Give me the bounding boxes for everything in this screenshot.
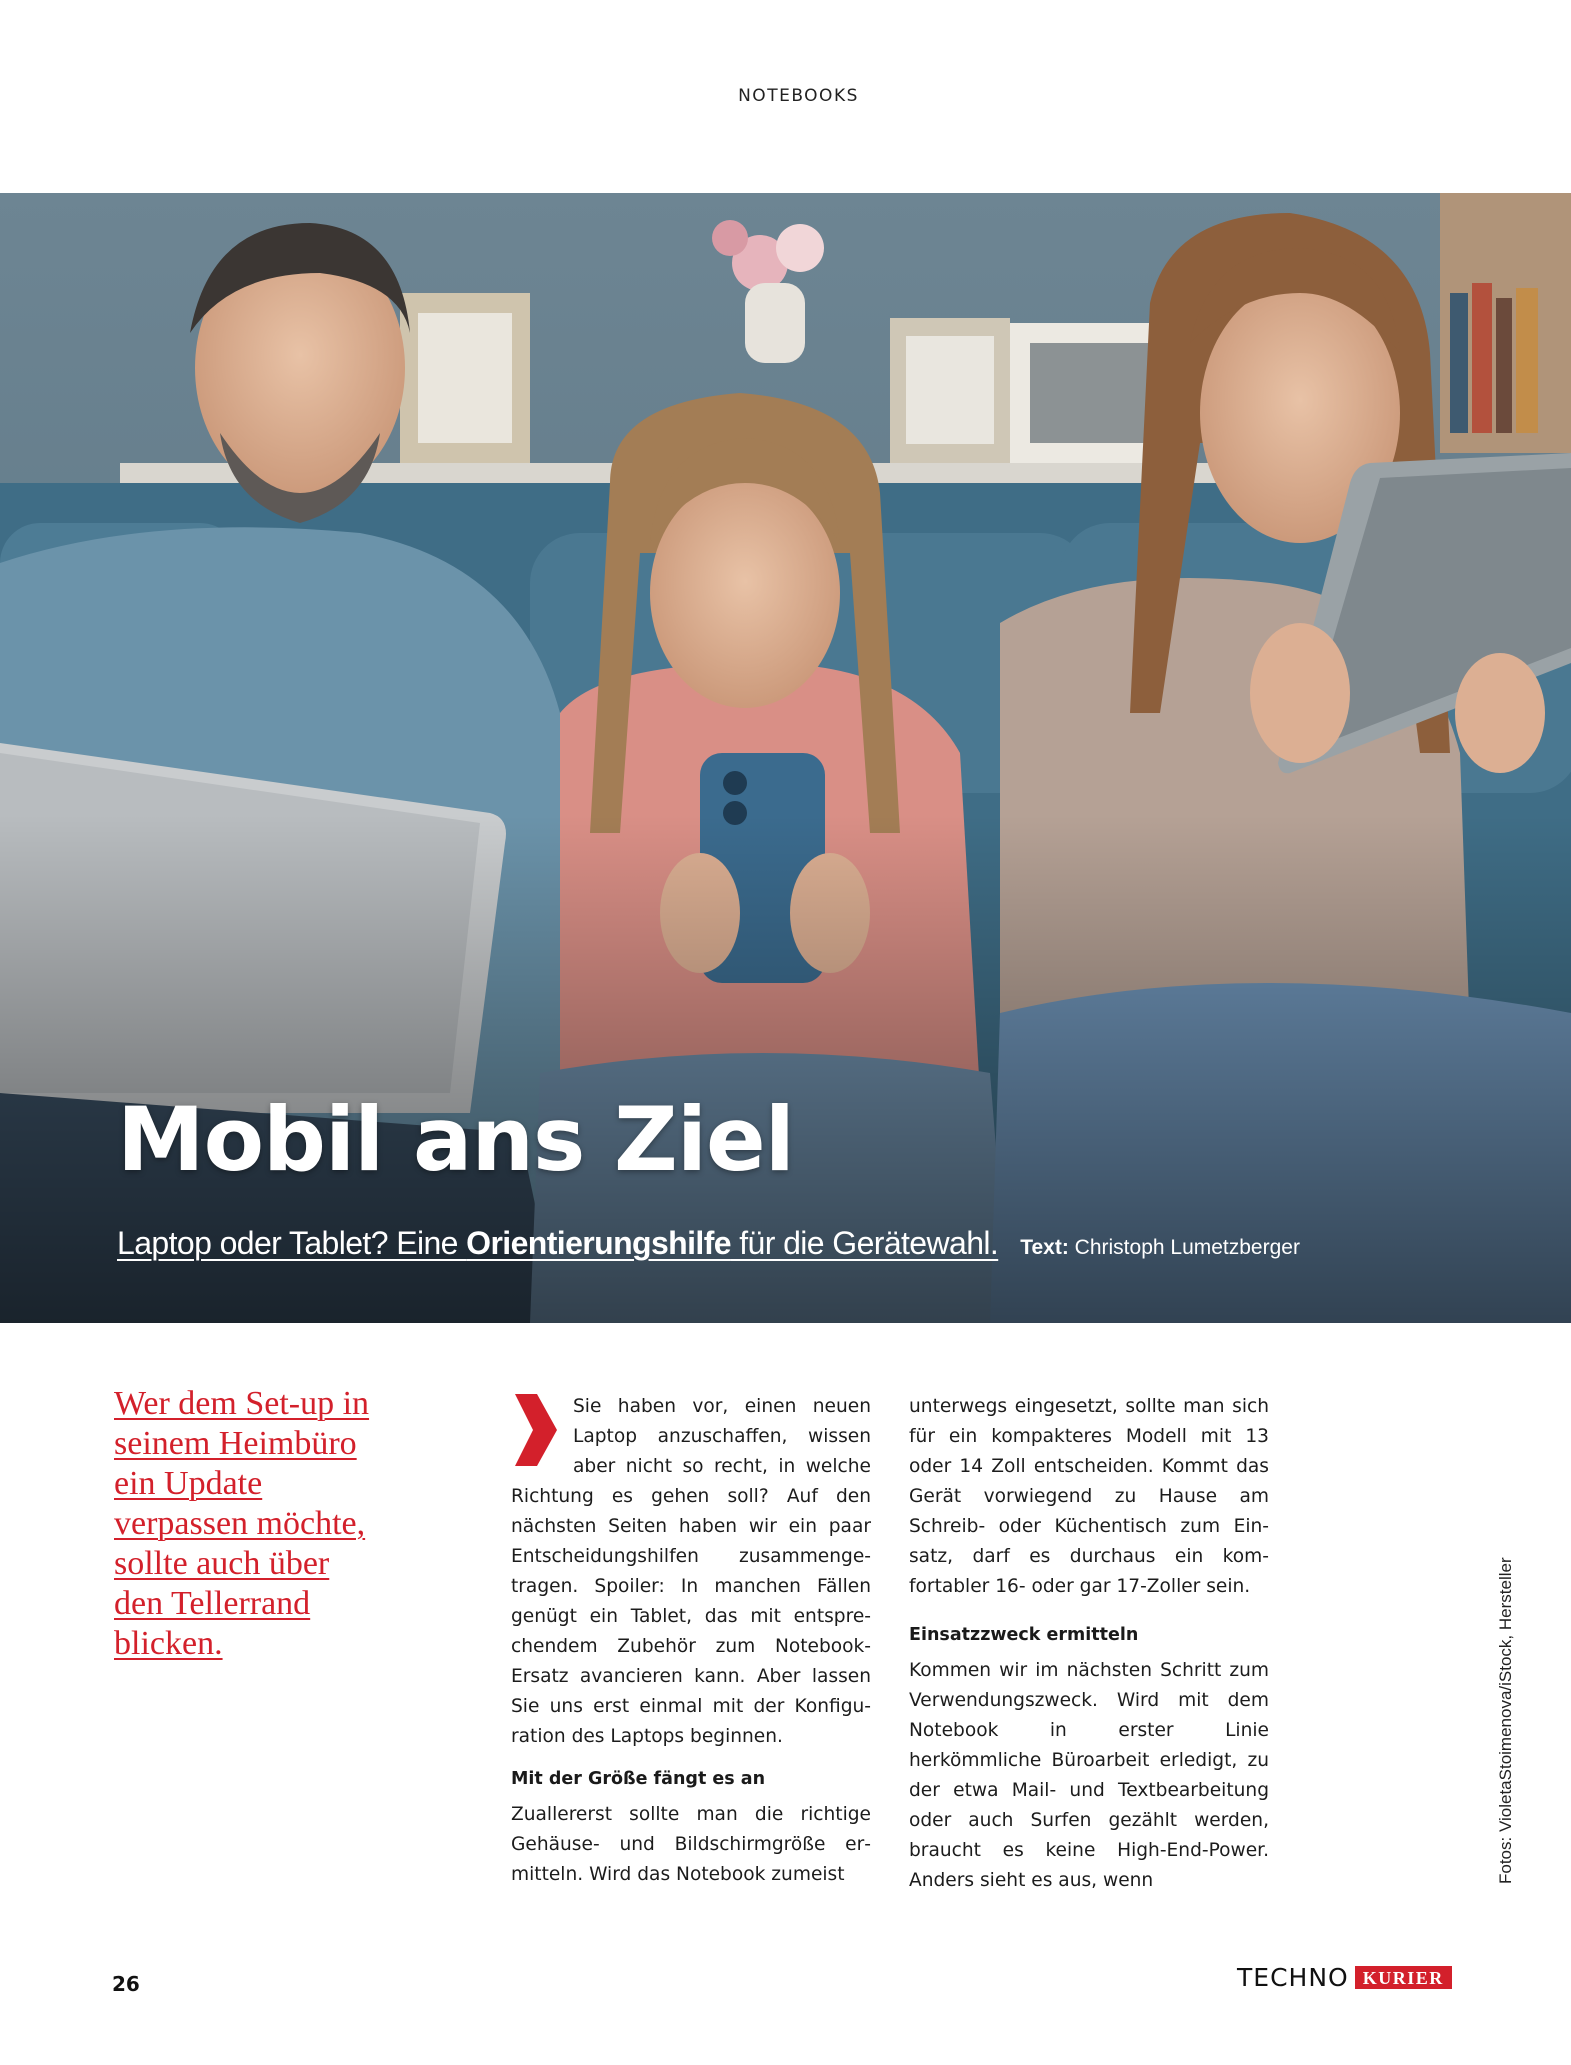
paragraph-purpose: Kommen wir im nächsten Schritt zum Verwendungszweck. Wird mit dem Notebook in erster Linie herkömmliche Büroarbeit erledigt, zu der etwa Mail- und Textbearbeitung oder auch Surfen gezählt werden, braucht es keine High-End-Power. Anders sieht es aus, wenn — [909, 1660, 1269, 1891]
subheading-size: Mit der Größe fängt es an — [511, 1769, 766, 1789]
intro-paragraph: Sie haben vor, einen neuen Laptop anzuschaffen, wissen aber nicht so recht, in welche Richtung es gehen soll? Auf den nächsten Seiten haben wir ein paar Entscheidungshilfen zusammengetragen. Spoiler: In manchen Fällen genügt ein Tablet, das mit entsprechendem Zubehör zum Notebook-Ersatz avancieren kann. Aber lassen Sie uns erst einmal mit der Konfiguration des Laptops beginnen. — [511, 1396, 871, 1747]
section-label: NOTEBOOKS — [738, 86, 859, 106]
chevron-initial-icon — [511, 1392, 561, 1468]
article-deck — [117, 1225, 1300, 1262]
paragraph-continued: unterwegs eingesetzt, sollte man sich für ein kompakteres Modell mit 13 oder 14 Zoll entscheiden. Kommt das Gerät vorwiegend zu Hause am Schreib- oder Küchentisch zum Einsatz, darf es durchaus ein komfortabler 16- oder gar 17-Zoller sein. — [909, 1396, 1269, 1597]
pullquote — [114, 1384, 434, 1664]
byline-author: Christoph Lumetzberger — [1068, 1236, 1300, 1259]
pullquote-line: Wer dem Set-up in — [114, 1385, 370, 1422]
page-number: 26 — [112, 1972, 140, 1996]
article-column-2 — [909, 1392, 1269, 1896]
pullquote-line: den Tellerrand — [114, 1585, 311, 1622]
publication-logo — [1237, 1963, 1452, 1992]
byline — [1020, 1236, 1300, 1259]
brand-techno: TECHNO — [1237, 1963, 1349, 1992]
photo-credit: Fotos: VioletaStoimenova/iStock, Hersteller — [1496, 1557, 1515, 1884]
pullquote-line: blicken. — [114, 1625, 223, 1662]
brand-kurier: KURIER — [1355, 1966, 1452, 1989]
byline-label: Text: — [1020, 1236, 1069, 1259]
article-headline: Mobil ans Ziel — [117, 1088, 794, 1191]
deck-text-start: Laptop oder Tablet? Eine — [117, 1225, 467, 1261]
hero-photo — [0, 193, 1571, 1323]
pullquote-line: seinem Heimbüro — [114, 1425, 357, 1462]
pullquote-line: sollte auch über — [114, 1545, 330, 1582]
article-column-1 — [511, 1392, 871, 1890]
pullquote-line: ein Update — [114, 1465, 263, 1502]
paragraph-size: Zuallererst sollte man die richtige Gehäuse- und Bildschirmgröße ermitteln. Wird das Notebook zumeist — [511, 1804, 871, 1885]
deck-text — [117, 1225, 998, 1261]
subheading-purpose: Einsatzzweck ermitteln — [909, 1625, 1139, 1645]
deck-text-end: für die Gerätewahl. — [730, 1225, 999, 1261]
pullquote-line: verpassen möchte, — [114, 1505, 366, 1542]
deck-text-bold: Orientierungshilfe — [466, 1225, 731, 1261]
